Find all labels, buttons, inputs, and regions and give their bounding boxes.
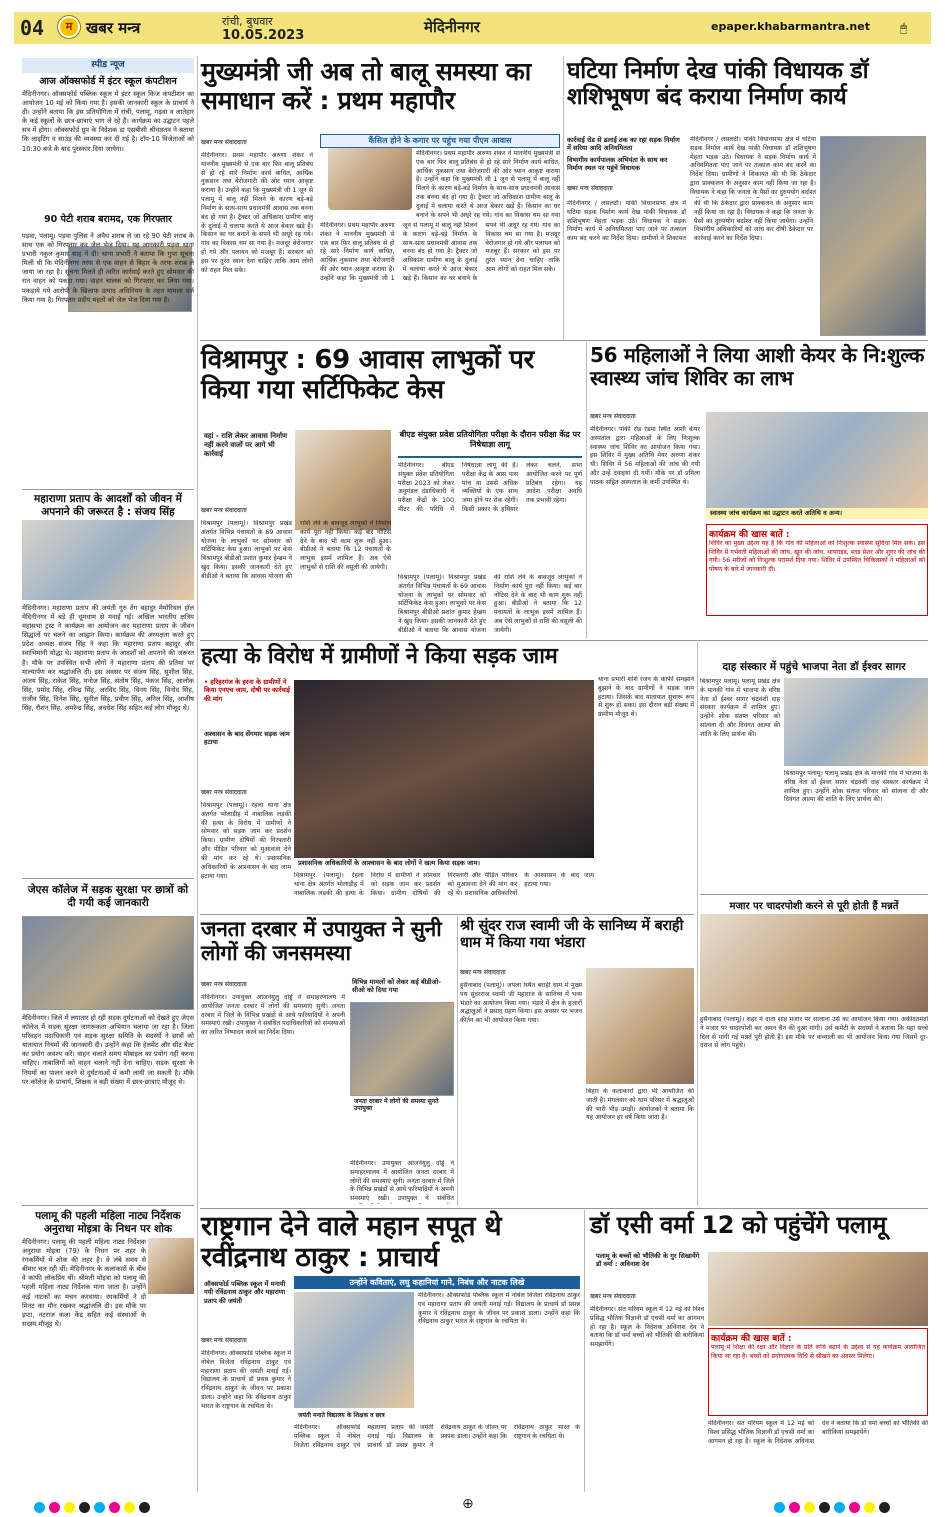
news-photo: [820, 136, 926, 336]
side-note: विभिन्न मामलों को लेकर कई बीडीओ-सीओ को दिया गया: [352, 978, 441, 995]
story-headline: जनता दरबार में उपायुक्त ने सुनी लोगों की जनसमस्या: [201, 917, 442, 965]
registration-dot: [64, 1502, 75, 1513]
side-note: ऑक्सफोर्ड पब्लिक स्कूल में मनायी गयी रविंद्रनाथ ठाकुर और महाराणा प्रताप की जयंती: [204, 1280, 286, 1305]
brand-logo-icon: म: [58, 16, 80, 38]
story-body: मेदिनीनगर। ऑक्सफोर्ड पब्लिक स्कूल में नोबेल विजेता रविंद्रनाथ ठाकुर एवं महाराणा प्रताप की जयंती मनाई गई। विद्यालय के प्राचार्य डॉ प्रसन्न कुमार ने रविंद्रनाथ ठाकुर के जीवन पर प्रकाश डाला। उन्होंने कहा कि रविंद्रनाथ ठाकुर भारत के राष्ट्रगान के रचयिता थे।: [294, 1424, 580, 1449]
story-body: मेदिनीनगर। बीएड संयुक्त प्रवेश प्रतियोगिता परीक्षा 2023 को लेकर अनुमंडल दंडाधिकारी ने परीक्षा केंद्रों के 100 मीटर की परिधि में निषेधाज्ञा लागू की है। परीक्षा केंद्र के आस पास पांच या उससे अधिक व्यक्तियों के एक साथ जमा होने पर रोक रहेगी। किसी प्रकार के हथियार लेकर चलने, सभा आयोजित करने पर पूर्ण प्रतिबंध रहेगा। यह आदेश परीक्षा अवधि तक प्रभावी रहेगा।: [398, 462, 582, 514]
byline: खबर मन्त्र संवाददाता: [201, 1337, 247, 1344]
registration-dot: [849, 1502, 860, 1513]
registration-dot: [49, 1502, 60, 1513]
registration-dot: [819, 1502, 830, 1513]
story-headline: 56 महिलाओं ने लिया आशी केयर के नि:शुल्क स्वास्थ्य जांच शिविर का लाभ: [590, 343, 925, 390]
story-body: मेदिनीनगर। महाराणा प्रताप की जयंती गुरु तेग बहादुर मेमोरियल हॉल मेदिनीनगर में बड़े ही धूमधाम से मनाई गई। अखिल भारतीय क्षत्रिय महासभा ट्रस्ट ने कार्यक्रम का आयोजन कर महाराणा प्रताप के जीवन सिद्धांतों पर चलने का आह्वान किया। कार्यक्रम की अध्यक्षता करते हुए प्रदेश अध्यक्ष संजय सिंह ने कहा कि महाराणा प्रताप बहादुर और स्वाभिमानी योद्धा थे। महाराणा प्रताप के आदर्शों को अपनाने की जरूरत है। मौके पर उपस्थित सभी लोगों ने महाराणा प्रताप की प्रतिमा पर माल्यार्पण कर श्रद्धांजलि दी। इस अवसर पर संजय सिंह, सुशील सिंह, अजय सिंह, राकेश सिंह, मनोज सिंह, संतोष सिंह, पंकज सिंह, आलोक सिंह, प्रमोद सिंह, रविन्द्र सिंह, अरविंद सिंह, विनय सिंह, विनोद सिंह, राजीव सिंह, दिनेश सिंह, सुनील सिंह, प्रवीण सिंह, अनिल सिंह, आशीष सिंह, रौशन सिंह, अमरेन्द्र सिंह, अवधेश सिंह सहित कई लोग मौजूद थे।: [22, 604, 194, 713]
story-body: मेदिनीनगर। संत मरियम स्कूल में 12 मई को विश्व प्रसिद्ध भौतिक विज्ञानी डॉ एचसी वर्मा का आगमन हो रहा है। स्कूल के निदेशक अविनाश देव ने बताया कि डॉ वर्मा बच्चों को भौतिकी की बारीकियां समझायेंगे।: [590, 1306, 704, 1349]
mouse-icon: 🖱: [900, 21, 908, 35]
registration-dot: [109, 1502, 120, 1513]
byline: खबर मन्त्र संवाददाता: [201, 789, 247, 796]
story-body: विश्रामपुर (पलामू)। रेहला थाना क्षेत्र अंतर्गत भोलाडीह में नाबालिक लड़की की हत्या के विरोध में ग्रामीणों ने सोमवार को सड़क जाम कर प्रदर्शन किया। ग्रामीण दोषियों की गिरफ्तारी और पीड़ित परिवार को मुआवजा देने की मांग कर रहे थे। प्रशासनिक अधिकारियों के आश्वासन के बाद जाम हटाया गया।: [201, 802, 291, 880]
box-body: पलामू में शिक्षा की रक्षा और विज्ञान के प्रति रूचि बढ़ाने के उद्देश्य से यह कार्यक्रम आयोजित किया जा रहा है। बच्चों को प्रयोगात्मक विधि से सीखने का अवसर मिलेगा।: [711, 1344, 925, 1360]
byline: खबर मन्त्र संवाददाता: [460, 969, 506, 976]
side-note: • हरिहरगंज के हरना के ग्रामीणों ने किया एनएच जाम, दोषी पर कार्रवाई की मांग: [204, 678, 290, 703]
story-headline: दाह संस्कार में पहुंचे भाजपा नेता डॉ ईश्वर सागर: [722, 661, 906, 673]
story-headline: श्री सुंदर राज स्वामी जी के सानिध्य में बराही धाम में किया गया भंडारा: [460, 918, 684, 951]
speed-news-band: स्पीड न्यूज: [22, 58, 194, 73]
registration-dot: [879, 1502, 890, 1513]
box-body: शिविर का मुख्य उद्देश्य यह है कि गांव की महिलाओं को निःशुल्क स्वास्थ्य सुविधा मिल सके। इस शिविर में गर्भवती महिलाओं की जांच, खून की जांच, थायराइड, ब्लड प्रेशर और शुगर की जांच की गयी। 56 मरीजों को निःशुल्क परामर्श दिया गया। शिविर में उपस्थित चिकित्सकों ने महिलाओं को पोषण के बारे में जानकारी दी।: [709, 540, 925, 574]
story-body: मेदिनीनगर। प्रथम महापौर अरुणा शंकर ने माननीय मुख्यमंत्री से एक बार फिर बालू प्रतिबंध से हो रहे सारे निर्माण कार्य बाधित, आर्थिक नुकसान तथा बेरोजगारी की ओर ध्यान आकृष्ट कराया है। उन्होंने कहा कि मुख्यमंत्री जी 1 जून से पलामू में बालू नहीं मिलने के कारण बड़े-बड़े निर्माण के साथ-साथ प्रधानमंत्री आवास तक बनना बंद हो गया है। ट्रैक्टर जो अधिकांश ग्रामीण बालू के दुलाई में चलाया करते थे आज बेकार खड़े हैं। किसान का घर बनाने के सपने भी अधूरे रह गये। गांव का विकास थम सा गया है। मजदूर बेरोजगार हो गये और पलायन को मजबूर हैं। सरकार को इस पर तुरंत ध्यान देना चाहिए ताकि आम लोगों को राहत मिल सके।: [320, 222, 560, 282]
news-photo: [294, 680, 594, 858]
story-body: विश्रामपुर (पलामू)। विश्रामपुर प्रखंड अंतर्गत विभिन्न पंचायतों के 69 आवास योजना के लाभुकों पर सोमवार को सर्टिफिकेट केस हुआ। लाभुकों पर केस बिश्रामपुर बीडीओ प्रशांत कुमार हेम्ब्रम ने खुद किया। इसकी जानकारी देते हुए बीडीओ ने बताया कि आवास योजना की राशि लेने के बावजूद लाभुकों ने निर्माण कार्य पूरा नहीं किया। कई बार नोटिस देने के बाद भी काम शुरू नहीं हुआ। बीडीओ ने बताया कि 12 पंचायतों के लाभुक इसमें शामिल हैं। अब ऐसे लाभुकों से राशि की वसूली की जायेगी।: [201, 520, 391, 580]
registration-dot: [789, 1502, 800, 1513]
side-note: पलामू के बच्चों को भौतिकी के गुर सिखायेंगे डॉ वर्मा : अविनाश देव: [596, 1252, 700, 1269]
story-body: विश्रामपुर (पलामू)। रेहला थाना क्षेत्र अंतर्गत भोलाडीह में नाबालिक लड़की की हत्या के विरोध में ग्रामीणों ने सोमवार को सड़क जाम कर प्रदर्शन किया। ग्रामीण दोषियों की गिरफ्तारी और पीड़ित परिवार को मुआवजा देने की मांग कर रहे थे। प्रशासनिक अधिकारियों के आश्वासन के बाद जाम हटाया गया।: [294, 872, 594, 897]
byline: खबर मन्त्र संवाददाता: [201, 507, 247, 514]
subheadline: कैंसिल होने के कगार पर पहुंच गया पीएम आवास: [320, 134, 560, 148]
registration-dot: [864, 1502, 875, 1513]
page-number: 04: [19, 16, 45, 40]
story-headline: मजार पर चादरपोशी करने से पूरी होती हैं मन्नतें: [729, 901, 899, 912]
story-body: हुसैनाबाद (पलामू)। जपला स्थित बराही धाम में मुख्य पथ सुंदरराज स्वामी जी महाराज के सानिध्य में भव्य भंडारे का आयोजन किया गया। भंडारे में क्षेत्र के हजारों श्रद्धालुओं ने प्रसाद ग्रहण किया। इस अवसर पर भजन कीर्तन का भी आयोजन किया गया।: [460, 982, 582, 1025]
byline: खबर मन्त्र संवाददाता: [590, 413, 636, 420]
issue-date: 10.05.2023: [222, 28, 305, 43]
story-headline: हत्या के विरोध में ग्रामीणों ने किया सड़क जाम: [201, 644, 558, 669]
story-body-part: मेदिनीनगर / लसलटी। पांकी विधानसभा क्षेत्र में घटिया सड़क निर्माण कार्य देख पांकी विधायक डॉ शशिभूषण मेहता भड़क उठे। विधायक ने सड़क निर्माण कार्य में अनियमितता पाए जाने पर तत्काल काम बंद करने का निर्देश दिया। ग्रामीणों ने शिकायत की थी कि ठेकेदार द्वारा प्राक्कलन के अनुसार काम नहीं किया जा रहा है। विधायक ने कहा कि जनता के पैसों का दुरुपयोग बर्दाश्त: [690, 136, 816, 196]
crosshair-icon: ⊕: [462, 1496, 474, 1512]
story-title: आज ऑक्सफोर्ड में इंटर स्कूल कंपटीशन: [39, 76, 177, 87]
story-body: बिश्रामपुर पलामू। पलामू प्रखंड क्षेत्र के मानकी गांव में भाजपा के वरिष्ठ नेता डॉ ईश्वर सागर चंद्रवंशी दाह संस्कार कार्यक्रम में शामिल हुए। उन्होंने शोक संतप्त परिवार को सांत्वना दी और दिवंगत आत्मा की शांति के लिए प्रार्थना की।: [784, 770, 928, 804]
photo-caption: प्रशासनिक अधिकारियों के आश्वासन के बाद लोगों ने खत्म किया सड़क जाम।: [294, 858, 594, 869]
story-body-part: मेदिनीनगर। प्रथम महापौर अरुणा शंकर ने माननीय मुख्यमंत्री से एक बार फिर बालू प्रतिबंध से हो रहे सारे निर्माण कार्य बाधित, आर्थिक नुकसान तथा बेरोजगारी की ओर ध्यान आकृष्ट कराया है। उन्होंने कहा कि मुख्यमंत्री जी 1 जून से पलामू में बालू नहीं मिलने के कारण बड़े-बड़े निर्माण के साथ-साथ प्रधानमंत्री आवास तक बनना बंद हो गया है। ट्रैक्टर जो अधिकांश ग्रामीण बालू के दुलाई में चलाया करते थे आज बेकार खड़े हैं। किसान का घर बनाने के सपने भी अधूरे रह गये। गांव का विकास थम सा गया: [416, 150, 560, 218]
city-day: रांची, बुधवार: [222, 15, 273, 28]
story-body: मेदिनीनगर। जिले में लगातार हो रही सड़क दुर्घटनाओं को देखते हुए जेएस कॉलेज में सड़क सुरक्षा जागरूकता अभियान चलाया जा रहा है। जिला परिवहन पदाधिकारी एवं सड़क सुरक्षा समिति के सदस्यों ने छात्रों को यातायात नियमों की जानकारी दी। उन्होंने कहा कि हेलमेट और सीट बेल्ट का प्रयोग अवश्य करें। वाहन चलाते समय मोबाइल का प्रयोग नहीं करना चाहिए। नाबालिगों को वाहन चलाने नहीं देना चाहिए। सड़क सुरक्षा के नियमों का पालन करने से दुर्घटनाओं में कमी लायी जा सकती है। मौके पर कॉलेज के प्राचार्य, शिक्षक व बड़ी संख्या में छात्र-छात्राएं मौजूद थे।: [22, 1014, 194, 1086]
box-title: कार्यक्रम की खास बातें :: [709, 530, 790, 540]
news-photo: [294, 1292, 414, 1408]
registration-dot: [139, 1502, 150, 1513]
story-body: मेदिनीनगर / लसलटी। पांकी विधानसभा क्षेत्र में घटिया सड़क निर्माण कार्य देख पांकी विधायक डॉ शशिभूषण मेहता भड़क उठे। विधायक ने सड़क निर्माण कार्य में अनियमितता पाए जाने पर तत्काल काम बंद करने का निर्देश दिया। ग्रामीणों ने शिकायत की थी कि ठेकेदार द्वारा प्राक्कलन के अनुसार काम नहीं किया जा रहा है। विधायक ने कहा कि जनता के पैसों का दुरुपयोग बर्दाश्त नहीं किया जायेगा। उन्होंने विभागीय अधिकारियों को जांच कर दोषी ठेकेदार पर कार्रवाई करने का निर्देश दिया।: [567, 200, 813, 243]
news-photo: [784, 678, 928, 766]
story-body: बिहार के कलाकारों द्वारा भी आयोजित की जाती है। मंगलवार को धाम परिसर में श्रद्धालुओं की भारी भीड़ उमड़ी। आयोजकों ने बताया कि यह आयोजन हर वर्ष किया जाता है।: [586, 1088, 694, 1122]
photo-caption: जनता दरबार में लोगों की समस्या सुनते उपायुक्त: [350, 1098, 454, 1112]
registration-dot: [774, 1502, 785, 1513]
sub-story-title: बीएड संयुक्त प्रवेश प्रतियोगिता परीक्षा के दौरान परीक्षा केंद्र पर निषेधाज्ञा लागू: [398, 430, 582, 458]
photo-caption: स्वास्थ्य जांच कार्यक्रम का उद्घाटन करते अतिथि व अन्य।: [706, 508, 928, 519]
registration-dot: [804, 1502, 815, 1513]
story-body: बिश्रामपुर पलामू। पलामू प्रखंड क्षेत्र के मानकी गांव में भाजपा के वरिष्ठ नेता डॉ ईश्वर सागर चंद्रवंशी दाह संस्कार कार्यक्रम में शामिल हुए। उन्होंने शोक संतप्त परिवार को सांत्वना दी और दिवंगत आत्मा की शांति के लिए प्रार्थना की।: [700, 678, 780, 738]
section-title: मेदिनीनगर: [424, 18, 480, 36]
story-body: मेदिनीनगर। उपायुक्त आंजनेयुलु दोड्डे ने समाहरणालय में आयोजित जनता दरबार में लोगों की समस्याएं सुनी। जनता दरबार में जिले के विभिन्न प्रखंडों से आये फरियादियों ने अपनी समस्याएं रखी। उपायुक्त ने संबंधित पदाधिकारियों को समस्याओं का त्वरित निष्पादन करने का निर्देश दिया।: [201, 994, 345, 1037]
story-body: हुसैनाबाद (पलामू)। शहर में दाता शाह मजार पर सालाना उर्स का आयोजन किया गया। अकीदतमंदों ने मजार पर चादरपोशी कर अमन चैन की दुआ मांगी। उर्स कमेटी के सदस्यों ने बताया कि यहां सच्चे दिल से मांगी गई मन्नतें पूरी होती हैं। इस मौके पर कव्वाली का भी आयोजन किया गया जिसमें दूर-दराज से लोग पहुंचे।: [700, 1016, 928, 1050]
registration-dot: [34, 1502, 45, 1513]
portrait-photos: [708, 1252, 928, 1326]
news-photo: [350, 1002, 454, 1096]
epaper-url[interactable]: epaper.khabarmantra.net: [711, 20, 870, 33]
story-body: थाना प्रभारी शशि रंजन के काफी समझाने बुझाने के बाद ग्रामीणों ने सड़क जाम हटाया। जिसके बाद यातायात सुचारू रूप से शुरू हो सका। इस दौरान बड़ी संख्या में ग्रामीण मौजूद थे।: [598, 676, 694, 719]
story-body: मेदिनीनगर। ऑक्सफोर्ड पब्लिक स्कूल में नोबेल विजेता रविंद्रनाथ ठाकुर एवं महाराणा प्रताप की जयंती मनाई गई। विद्यालय के प्राचार्य डॉ प्रसन्न कुमार ने रविंद्रनाथ ठाकुर के जीवन पर प्रकाश डाला। उन्होंने कहा कि रविंद्रनाथ ठाकुर भारत के राष्ट्रगान के रचयिता थे।: [201, 1350, 291, 1410]
lead-headline: मुख्यमंत्री जी अब तो बालू समस्या का समाधान करें : प्रथम महापौर: [201, 57, 531, 115]
news-photo: [586, 968, 694, 1084]
bullet: कार्रवाई रोड से ढलाई तक का रहा सड़क निर्माण में सरिया आदि अनियमितता: [567, 136, 680, 153]
photo-caption: जयंती मनाते विद्यालय के शिक्षक व छात्र: [294, 1410, 580, 1421]
story-body: मेदिनीनगर। पलामू की पहली महिला नाट्य निर्देशक अनुराधा मोइत्रा (79) के निधन पर शहर के रंगकर्मियों में शोक की लहर है। वे लंबे समय से बीमार चल रही थीं। मेदिनीनगर के कलाकारों के बीच वे काफी लोकप्रिय थीं। श्रीमती मोइत्रा को पलामू की पहली महिला नाट्य निर्देशक माना जाता है। उन्होंने कई नाटकों का मंचन करवाया। रंगकर्मियों ने दो मिनट का मौन रखकर श्रद्धांजलि दी। इस मौके पर इप्टा, नटराज कला केंद्र सहित कई संस्थाओं के सदस्य मौजूद थे।: [22, 1238, 146, 1328]
story-body: मेदिनीनगर। उपायुक्त आंजनेयुलु दोड्डे ने समाहरणालय में आयोजित जनता दरबार में लोगों की समस्याएं सुनी। जनता दरबार में जिले के विभिन्न प्रखंडों से आये फरियादियों ने अपनी समस्याएं रखी। उपायुक्त ने संबंधित: [350, 1160, 454, 1203]
byline: खबर मन्त्र संवाददाता: [567, 185, 613, 192]
masthead-bar: [14, 12, 931, 44]
registration-dot: [834, 1502, 845, 1513]
news-photo: [700, 914, 928, 1012]
story-headline: डॉ एसी वर्मा 12 को पहुंचेंगे पलामू: [590, 1211, 887, 1239]
highlights-box: [708, 1328, 928, 1416]
box-title: कार्यक्रम की खास बातें :: [711, 1334, 792, 1344]
byline: खबर मन्त्र संवाददाता: [590, 1293, 636, 1300]
portrait-photo: [148, 1238, 194, 1294]
byline: खबर मन्त्र संवाददाता: [201, 139, 247, 146]
registration-dot: [79, 1502, 90, 1513]
bullet-list: [567, 136, 685, 173]
banner: उन्होंने कविताएं, लघु कहानियां गाने, निबंध और नाटक लिखे: [294, 1276, 580, 1289]
story-headline: विश्रामपुर : 69 आवास लाभुकों पर किया गया सर्टिफिकेट केस: [201, 345, 534, 405]
registration-dot: [94, 1502, 105, 1513]
color-dots-left: [34, 1498, 154, 1517]
registration-marks: [14, 1498, 931, 1512]
highlights-box: [706, 524, 928, 616]
story-body: मेदिनीनगर। ऑक्सफोर्ड पब्लिक स्कूल में इंटर स्कूल किज कंपटीशन का आयोजन 10 मई को किया गया है। इसकी जानकारी स्कूल के प्राचार्य ने दी। उन्होंने बताया कि इस प्रतियोगिता में रांची, पलामू, गढ़वा व लातेहार के कई स्कूलों के छात्र-छात्राएं भाग ले रहे हैं। कार्यक्रम का उद्घाटन पहले सत्र में होगा। ऑक्सफोर्ड ग्रुप के निदेशक डा एसबीसी श्रीवास्तव ने बताया कि लाइटिंग व साउंड की व्यवस्था कर दी गई है। टॉप-10 विजेताओं को 10:30 बजे के बाद पुरस्कार दिया जायेगा।: [22, 90, 194, 153]
side-note: वहां - राशि लेकर आवास निर्माण नहीं करने वालों पर आगे भी कार्रवाई: [204, 432, 288, 459]
portrait-photo: [295, 430, 391, 530]
story-headline: घटिया निर्माण देख पांकी विधायक डॉ शशिभूषण बंद कराया निर्माण कार्य: [567, 58, 869, 111]
byline: खबर मन्त्र संवाददाता: [201, 981, 247, 988]
story-body: मेदिनीनगर। पांकी रोड रेडमा स्थित आशी केयर अस्पताल द्वारा महिलाओं के लिए निःशुल्क स्वास्थ्य जांच शिविर का आयोजन किया गया। इस शिविर में मुख्य अतिथि मेयर अरुणा शंकर थी। शिविर में 56 महिलाओं की जांच की गयी और उन्हें दवाइयां दी गयीं। मौके पर डॉ प्रमिला पाठक सहित अस्पताल के कर्मी उपस्थित थे।: [590, 426, 700, 486]
story-title: 90 पेटी शराब बरामद, एक गिरफ्तार: [44, 214, 172, 225]
news-photo: [22, 916, 194, 1010]
brand-name: खबर मन्त्र: [86, 19, 141, 37]
news-photo: [22, 520, 194, 600]
side-note: अश्वासन के बाद सेंगमार सड़क जाम हटाया: [204, 730, 290, 747]
story-title: जेएस कॉलेज में सड़क सुरक्षा पर छात्रों को दी गयी कई जानकारी: [27, 884, 189, 909]
story-body: मेदिनीनगर। संत मरियम स्कूल में 12 मई को विश्व प्रसिद्ध भौतिक विज्ञानी डॉ एचसी वर्मा का आगमन हो रहा है। स्कूल के निदेशक अविनाश देव ने बताया कि डॉ वर्मा बच्चों को भौतिकी की बारीकियां समझायेंगे।: [708, 1420, 928, 1445]
story-body: मेदिनीनगर। प्रथम महापौर अरुणा शंकर ने माननीय मुख्यमंत्री से एक बार फिर बालू प्रतिबंध से हो रहे सारे निर्माण कार्य बाधित, आर्थिक नुकसान तथा बेरोजगारी की ओर ध्यान आकृष्ट कराया है। उन्होंने कहा कि मुख्यमंत्री जी 1 जून से पलामू में बालू नहीं मिलने के कारण बड़े-बड़े निर्माण के साथ-साथ प्रधानमंत्री आवास तक बनना बंद हो गया है। ट्रैक्टर जो अधिकांश ग्रामीण बालू के दुलाई में चलाया करते थे आज बेकार खड़े हैं। किसान का घर बनाने के सपने भी अधूरे रह गये। गांव का विकास थम सा गया है। मजदूर बेरोजगार हो गये और पलायन को मजबूर हैं। सरकार को इस पर तुरंत ध्यान देना चाहिए ताकि आम लोगों को राहत मिल सके।: [201, 152, 313, 274]
story-title: महाराणा प्रताप के आदर्शों को जीवन में अपनाने की जरूरत है : संजय सिंह: [34, 493, 182, 518]
registration-dot: [124, 1502, 135, 1513]
story-body: पड़वा, पलामू। पड़वा पुलिस ने अवैध शराब ले जा रहे 90 पेटी शराब के साथ एक को गिरफ्तार कर जेल भेज दिया। यह जानकारी पड़वा थाना प्रभारी नकुल कुमार साह ने दी। थाना प्रभारी ने बताया कि गुप्त सूचना मिली थी कि मेदिनीनगर तरफ से एक वाहन से बिहार के तरफ शराब ले जाया जा रहा है। सूचना मिलते ही त्वरित कार्रवाई करते हुए सोमवार की रात वाहन को पकड़ा गया। वाहन चालक को गिरफ्तार कर लिया गया। पकड़ाये गये आरोपी के खिलाफ उत्पाद अधिनियम के तहत मामला दर्ज किया गया है। गिरफ्तार प्रदीप महतो को जेल भेज दिया गया है।: [22, 232, 194, 304]
story-headline: राष्ट्रगान देने वाले महान सपूत थे रवींद्रनाथ ठाकुर : प्राचार्य: [201, 1211, 502, 1273]
story-body-part: मेदिनीनगर। ऑक्सफोर्ड पब्लिक स्कूल में नोबेल विजेता रविंद्रनाथ ठाकुर एवं महाराणा प्रताप की जयंती मनाई गई। विद्यालय के प्राचार्य डॉ प्रसन्न कुमार ने रविंद्रनाथ ठाकुर के जीवन पर प्रकाश डाला। उन्होंने कहा कि रविंद्रनाथ ठाकुर भारत के राष्ट्रगान के रचयिता थे।: [418, 1292, 580, 1326]
color-dots-right: [774, 1498, 894, 1517]
news-photo: [706, 412, 928, 508]
story-title: पलामू की पहली महिला नाट्य निर्देशक अनुराधा मोइत्रा के निधन पर शोक: [35, 1210, 181, 1235]
bullet: विभागीय कार्यपालक अभियंता के साथ कर निर्माण स्थल पर पहुंचे विधायक: [567, 155, 668, 173]
story-body: विश्रामपुर (पलामू)। विश्रामपुर प्रखंड अंतर्गत विभिन्न पंचायतों के 69 आवास योजना के लाभुकों पर सोमवार को सर्टिफिकेट केस हुआ। लाभुकों पर केस बिश्रामपुर बीडीओ प्रशांत कुमार हेम्ब्रम ने खुद किया। इसकी जानकारी देते हुए बीडीओ ने बताया कि आवास योजना की राशि लेने के बावजूद लाभुकों ने निर्माण कार्य पूरा नहीं किया। कई बार नोटिस देने के बाद भी काम शुरू नहीं हुआ। बीडीओ ने बताया कि 12 पंचायतों के लाभुक इसमें शामिल हैं। अब ऐसे लाभुकों से राशि की वसूली की जायेगी।: [398, 574, 582, 634]
